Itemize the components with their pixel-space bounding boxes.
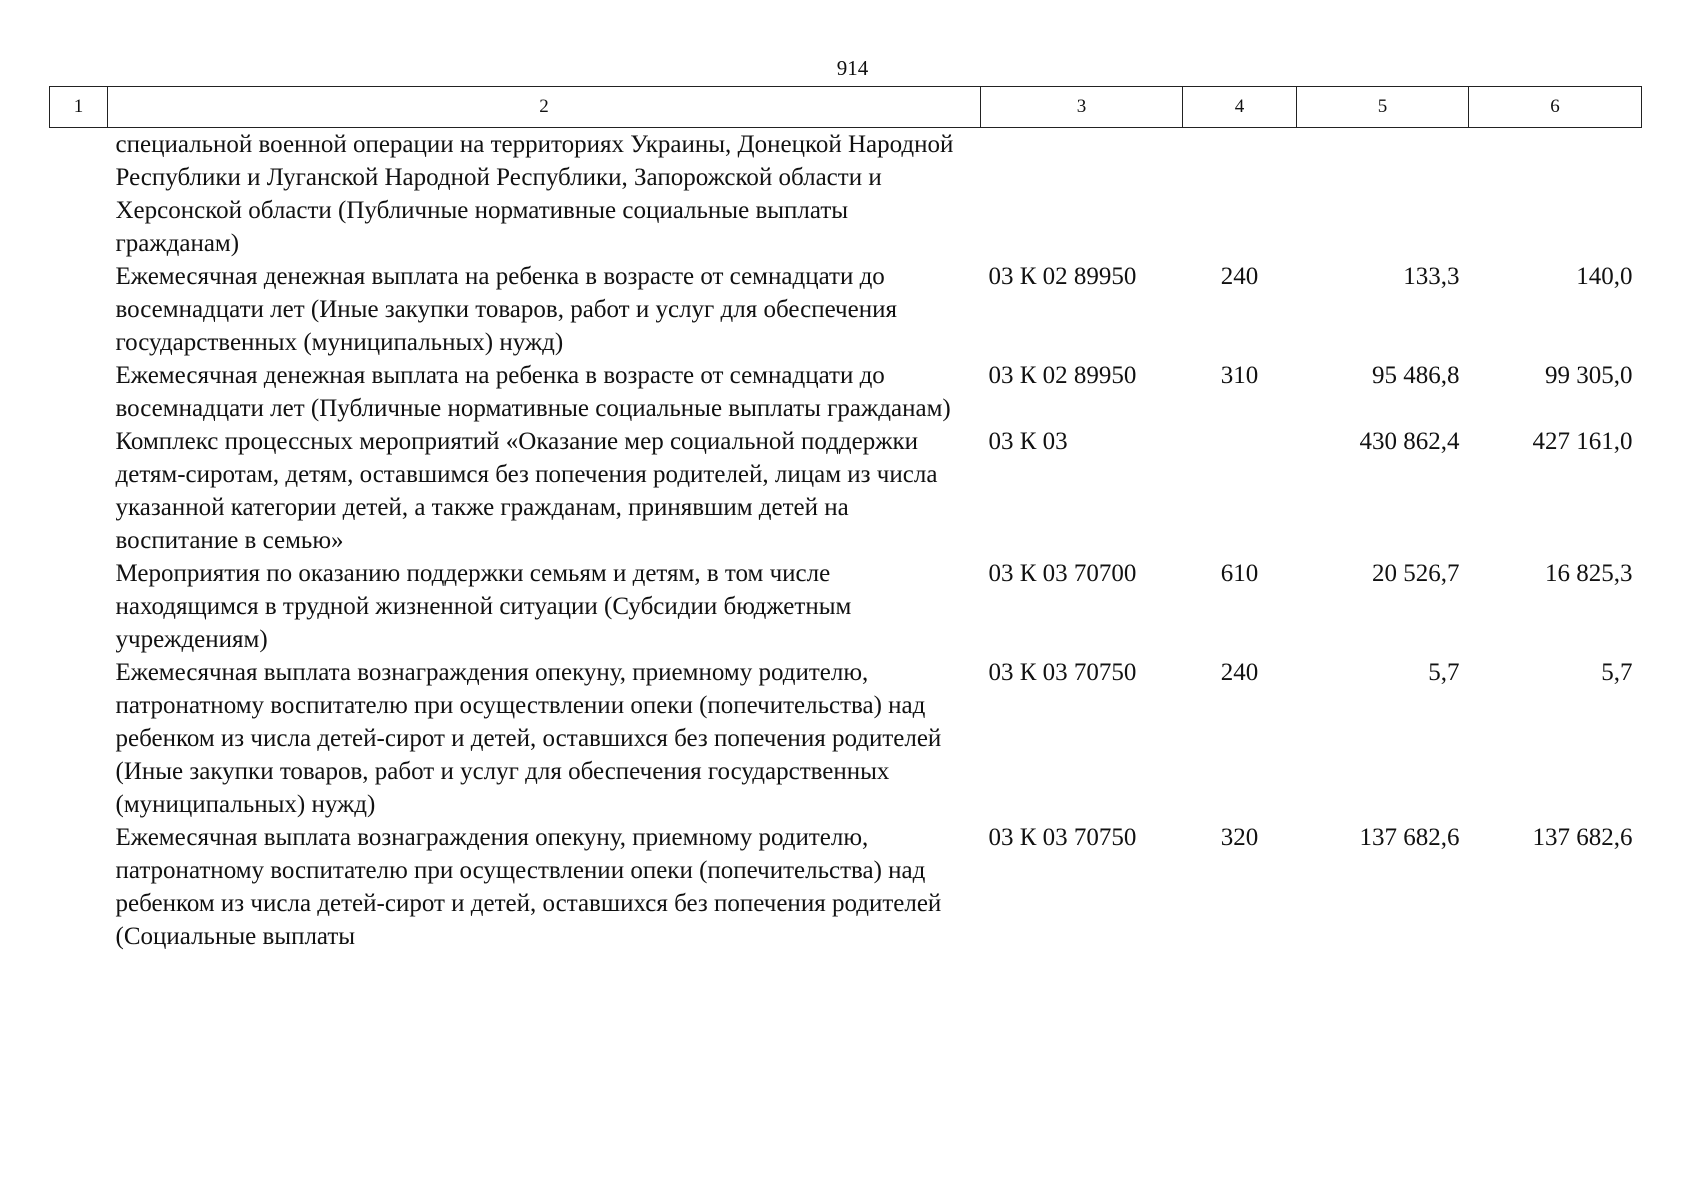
description-cell: Ежемесячная денежная выплата на ребенка в возрасте от семнадцати до восемнадцати лет (Публичные нормативные социальные выплаты гражданам) [115,362,951,422]
code-cell: 03 К 03 70750 [988,824,1137,851]
table-row [50,359,1642,425]
description-cell: Комплекс процессных мероприятий «Оказание мер социальной поддержки детям-сиротам, детям, оставшимся без попечения родителей, лицам из числа указанной категории детей, а также гражданам, принявшим детей на воспитание в семью» [115,428,938,554]
table-row [50,128,1642,261]
row-index-cell [50,821,108,953]
expense-type-cell: 240 [1220,659,1259,686]
sum-year2-cell [1469,128,1642,261]
header-col-4: 4 [1183,87,1297,128]
table-row [50,557,1642,656]
sum-year2-cell: 140,0 [1576,263,1633,290]
budget-table [49,86,1642,953]
table-row [50,821,1642,953]
sum-year1-cell [1297,128,1469,261]
sum-year1-cell: 133,3 [1403,263,1460,290]
description-cell: Мероприятия по оказанию поддержки семьям и детям, в том числе находящимся в трудной жизненной ситуации (Субсидии бюджетным учреждениям) [115,560,852,653]
sum-year1-cell: 20 526,7 [1372,560,1460,587]
row-index-cell [50,359,108,425]
description-cell: специальной военной операции на территориях Украины, Донецкой Народной Республики и Луганской Народной Республики, Запорожской области и Херсонской области (Публичные нормативные социальные выплаты гражданам) [115,131,954,257]
header-col-5: 5 [1297,87,1469,128]
table-header [50,87,1642,128]
sum-year2-cell: 427 161,0 [1532,428,1633,455]
row-index-cell [50,128,108,261]
expense-type-cell [1183,128,1297,261]
header-row [50,87,1642,128]
sum-year2-cell: 137 682,6 [1532,824,1633,851]
code-cell [981,128,1183,261]
table-row [50,656,1642,821]
sum-year2-cell: 16 825,3 [1545,560,1633,587]
table-body [50,128,1642,954]
expense-type-cell: 610 [1220,560,1259,587]
expense-type-cell [1183,425,1297,557]
expense-type-cell: 320 [1220,824,1259,851]
row-index-cell [50,656,108,821]
row-index-cell [50,425,108,557]
table-row [50,260,1642,359]
description-cell: Ежемесячная денежная выплата на ребенка в возрасте от семнадцати до восемнадцати лет (Иные закупки товаров, работ и услуг для обеспечения государственных (муниципальных) нужд) [115,263,897,356]
sum-year1-cell: 430 862,4 [1359,428,1460,455]
header-col-2: 2 [108,87,981,128]
sum-year2-cell: 5,7 [1601,659,1633,686]
code-cell: 03 К 02 89950 [988,263,1137,290]
row-index-cell [50,260,108,359]
code-cell: 03 К 02 89950 [988,362,1137,389]
expense-type-cell: 310 [1220,362,1259,389]
sum-year1-cell: 137 682,6 [1359,824,1460,851]
header-col-1: 1 [50,87,108,128]
row-index-cell [50,557,108,656]
table-row [50,425,1642,557]
code-cell: 03 К 03 [988,428,1068,455]
header-col-6: 6 [1469,87,1642,128]
header-col-3: 3 [981,87,1183,128]
description-cell: Ежемесячная выплата вознаграждения опекуну, приемному родителю, патронатному воспитателю при осуществлении опеки (попечительства) над ребенком из числа детей-сирот и детей, оставшихся без попечения родителей (Социальные выплаты [115,824,942,950]
code-cell: 03 К 03 70700 [988,560,1137,587]
sum-year2-cell: 99 305,0 [1545,362,1633,389]
page-number: 914 [836,56,869,80]
expense-type-cell: 240 [1220,263,1259,290]
sum-year1-cell: 5,7 [1428,659,1460,686]
sum-year1-cell: 95 486,8 [1372,362,1460,389]
code-cell: 03 К 03 70750 [988,659,1137,686]
description-cell: Ежемесячная выплата вознаграждения опекуну, приемному родителю, патронатному воспитателю при осуществлении опеки (попечительства) над ребенком из числа детей-сирот и детей, оставшихся без попечения родителей (Иные закупки товаров, работ и услуг для обеспечения государственных (муниципальных) нужд) [115,659,942,818]
